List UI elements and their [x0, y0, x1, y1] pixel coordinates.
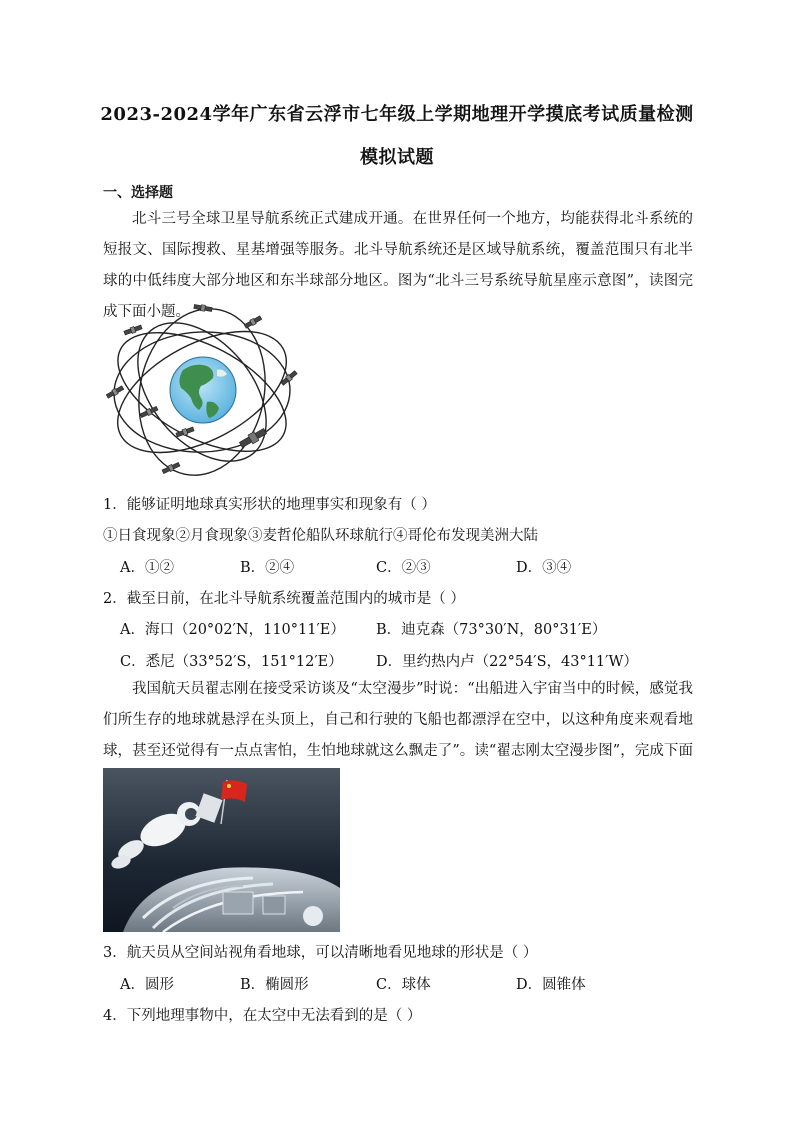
q3-option-d[interactable]: D．圆锥体: [516, 977, 586, 993]
q1-option-d[interactable]: D．③④: [516, 560, 572, 576]
spacewalk-figure: [103, 768, 340, 932]
doc-title-line2: 模拟试题: [360, 147, 434, 168]
q1-option-b[interactable]: B．②④: [240, 560, 295, 576]
q1-option-a[interactable]: A．①②: [120, 560, 174, 576]
q2-option-a[interactable]: A．海口（20°02′N，110°11′E）: [120, 622, 345, 638]
section-heading: 一、选择题: [103, 185, 173, 201]
question-3-stem: 3．航天员从空间站视角看地球，可以清晰地看见地球的形状是（ ）: [103, 945, 538, 961]
q3-option-c[interactable]: C．球体: [376, 977, 431, 993]
earth-globe-icon: [170, 357, 236, 423]
question-4-stem: 4．下列地理事物中，在太空中无法看到的是（ ）: [103, 1008, 422, 1024]
question-2-stem: 2．截至日前，在北斗导航系统覆盖范围内的城市是（ ）: [103, 591, 465, 607]
q3-option-b[interactable]: B．椭圆形: [240, 977, 309, 993]
question-1-items: ①日食现象②月食现象③麦哲伦船队环球航行④哥伦布发现美洲大陆: [103, 528, 538, 544]
doc-title-line1: 2023-2024学年广东省云浮市七年级上学期地理开学摸底考试质量检测: [100, 104, 694, 125]
q2-option-c[interactable]: C．悉尼（33°52′S，151°12′E）: [120, 654, 343, 670]
question-1-stem: 1．能够证明地球真实形状的地理事实和现象有（ ）: [103, 497, 436, 513]
q3-option-a[interactable]: A．圆形: [120, 977, 174, 993]
spacewalk-photo: [103, 768, 340, 932]
constellation-diagram: [103, 300, 301, 478]
passage-spacewalk: 我国航天员翟志刚在接受采访谈及“太空漫步”时说：“出船进入宇宙当中的时候，感觉我们所生存的地球就悬浮在头顶上，自己和行驶的飞船也都漂浮在空中，以这种角度来观看地球，甚至还觉得有一点点害怕，生怕地球就这么飘走了”。读“翟志刚太空漫步图”，完成下面: [103, 681, 693, 759]
beidou-constellation-figure: [103, 300, 301, 478]
passage-beidou: 北斗三号全球卫星导航系统正式建成开通。在世界任何一个地方，均能获得北斗系统的短报文、国际搜救、星基增强等服务。北斗导航系统还是区域导航系统，覆盖范围只有北半球的中低纬度大部分地区和东半球部分地区。图为“北斗三号系统导航星座示意图”，读图完成下面小题。: [103, 211, 693, 320]
q1-option-c[interactable]: C．②③: [376, 560, 431, 576]
q2-option-d[interactable]: D．里约热内卢（22°54′S，43°11′W）: [376, 654, 638, 670]
q2-option-b[interactable]: B．迪克森（73°30′N，80°31′E）: [376, 622, 607, 638]
